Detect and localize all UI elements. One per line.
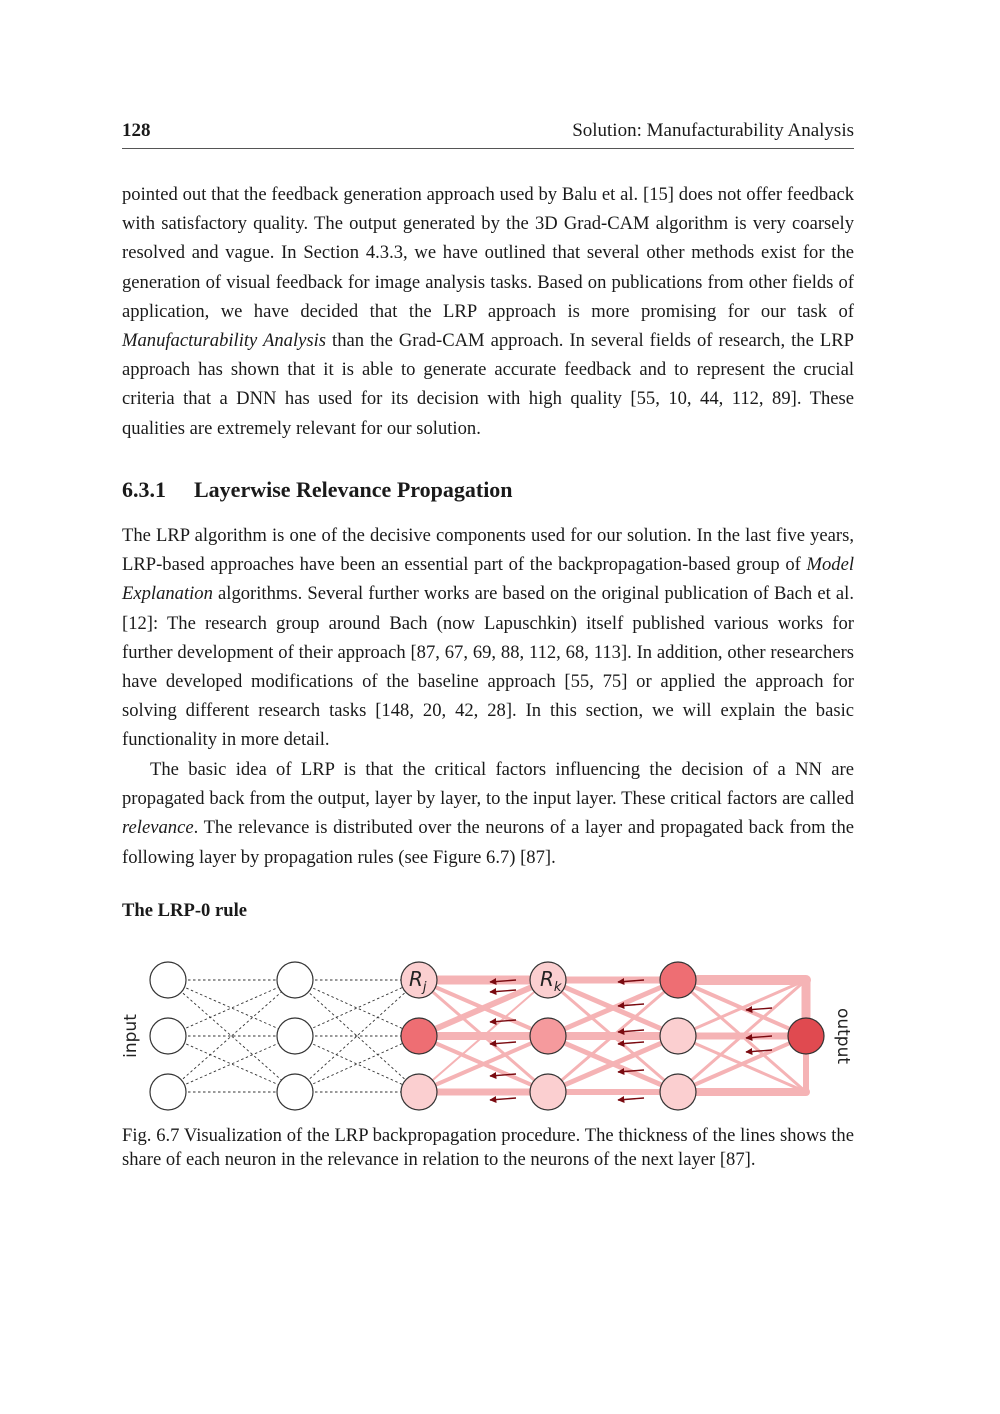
section-title: Layerwise Relevance Propagation [194,477,513,502]
neuron-node [277,1074,313,1110]
rj-label: $R_j$ [409,967,427,995]
backprop-arrow [490,1042,516,1044]
neuron-node [401,1018,437,1054]
neuron-node [660,1074,696,1110]
running-title: Solution: Manufacturability Analysis [572,120,854,141]
backprop-arrow [490,1098,516,1100]
figure-caption: Fig. 6.7 Visualization of the LRP backpropagation procedure. The thickness of the lines shows the share of each neuron in the relevance in relation to the neurons of the next layer [87]. [122,1125,854,1170]
rk-label: $R_k$ [540,967,562,995]
neuron-node [277,962,313,998]
paragraph-3: The basic idea of LRP is that the critical factors influencing the decision of a NN are propagated back from the output, layer by layer, to the input layer. These critical factors are called relevance. The relevance is distributed over the neurons of a layer and propagated back from the following layer by propagation rules (see Figure 6.7) [87]. [122,759,854,868]
neuron-node [150,1018,186,1054]
backprop-arrow [490,990,516,992]
page-number: 128 [122,120,151,141]
subheading-lrp0: The LRP-0 rule [122,900,247,921]
neuron-node [660,962,696,998]
emphasis-model-explanation: Model Explanation [122,554,854,605]
input-label: input [121,1014,141,1058]
neuron-node [150,962,186,998]
neuron-node [150,1074,186,1110]
section-number: 6.3.1 [122,477,166,502]
paragraph-1: pointed out that the feedback generation approach used by Balu et al. [15] does not offer feedback with satisfactory quality. The output generated by the 3D Grad-CAM algorithm is very coarsely resolved and vague. In Section 4.3.3, we have outlined that several other methods exist for the generation of visual feedback for image analysis tasks. Based on publications from other fields of application, we have decided that the LRP approach is more promising for our task of Manufacturability Analysis than the Grad-CAM approach. In several fields of research, the LRP approach has shown that it is able to generate accurate feedback and to represent the crucial criteria that a DNN has used for its decision with high quality [55, 10, 44, 112, 89]. These qualities are extremely relevant for our solution. [122,184,854,439]
neuron-node [660,1018,696,1054]
section-heading [122,477,513,503]
lrp-network-figure [112,950,872,1120]
neuron-node [530,1074,566,1110]
relevance-edges [419,980,806,1092]
backprop-arrow [746,1008,772,1010]
page-header [122,120,854,149]
paragraph-2: The LRP algorithm is one of the decisive components used for our solution. In the last five years, LRP-based approaches have been an essential part of the backpropagation-based group of Model Explanation algorithms. Several further works are based on the original publication of Bach et al. [12]: The research group around Bach (now Lapuschkin) itself published various works for further development of their approach [87, 67, 69, 88, 112, 68, 113]. In addition, other researchers have developed modifications of the baseline approach [55, 75] or applied the approach for solving different research tasks [148, 20, 42, 28]. In this section, we will explain the basic functionality in more detail. [122,525,854,751]
neuron-node [277,1018,313,1054]
emphasis-relevance: relevance [122,817,194,839]
neuron-node [401,1074,437,1110]
backprop-arrow [618,1098,644,1100]
output-node [788,1018,824,1054]
emphasis-manufacturability: Manufacturability Analysis [122,330,327,352]
neuron-node [530,1018,566,1054]
output-label: output [833,1007,853,1065]
